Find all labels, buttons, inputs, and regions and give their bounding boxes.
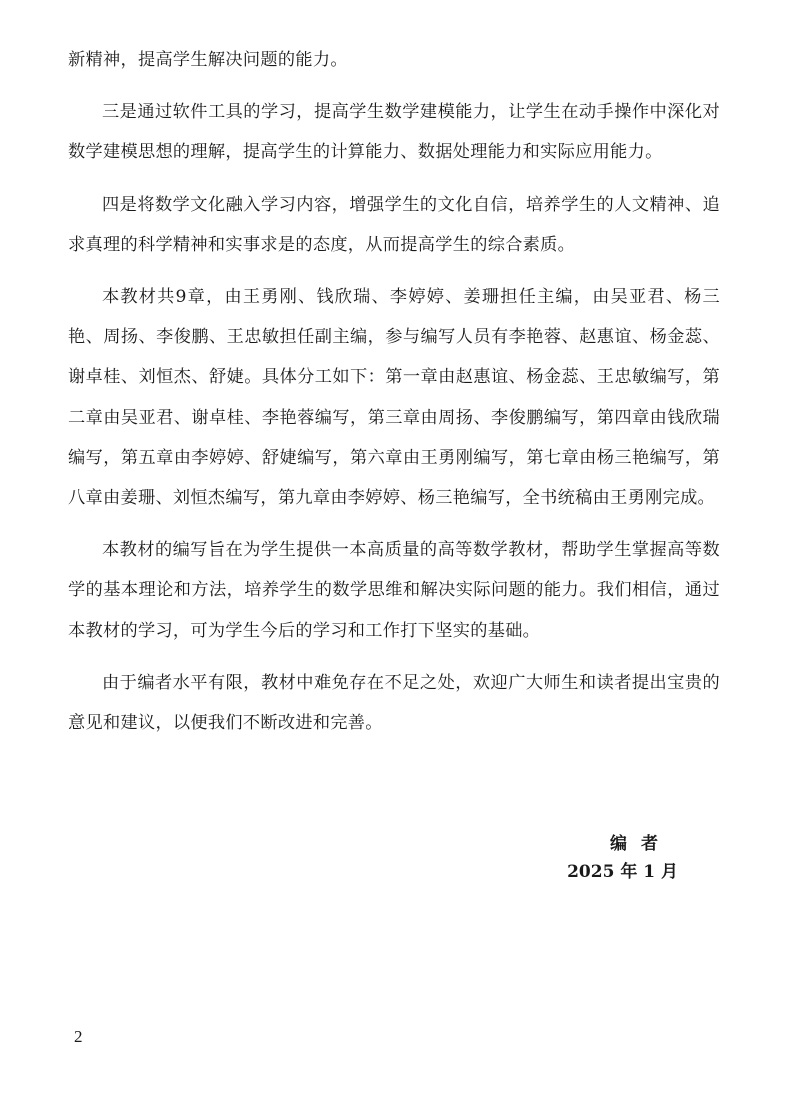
paragraph-math-culture: 四是将数学文化融入学习内容，增强学生的文化自信，培养学生的人文精神、追求真理的科学精神和实事求是的态度，从而提高学生的综合素质。	[68, 194, 720, 255]
document-body	[68, 40, 720, 755]
page-number: 2	[74, 1027, 83, 1046]
signature-block	[567, 830, 678, 886]
paragraph-feedback: 由于编者水平有限，教材中难免存在不足之处，欢迎广大师生和读者提出宝贵的意见和建议，以便我们不断改进和完善。	[68, 672, 720, 734]
signature-author: 编者	[610, 834, 672, 854]
paragraph-purpose: 本教材的编写旨在为学生提供一本高质量的高等数学教材，帮助学生掌握高等数学的基本理论和方法，培养学生的数学思维和解决实际问题的能力。我们相信，通过本教材的学习，可为学生今后的学习和工作打下坚实的基础。	[68, 540, 720, 641]
paragraph-continued: 新精神，提高学生解决问题的能力。	[68, 50, 348, 70]
paragraph-authors: 本教材共9章，由王勇刚、钱欣瑞、李婷婷、姜珊担任主编，由吴亚君、杨三艳、周扬、李俊鹏、王忠敏担任副主编，参与编写人员有李艳蓉、赵惠谊、杨金蕊、谢卓桂、刘恒杰、舒婕。具体分工如下：第一章由赵惠谊、杨金蕊、王忠敏编写，第二章由吴亚君、谢卓桂、李艳蓉编写，第三章由周扬、李俊鹏编写，第四章由钱欣瑞编写，第五章由李婷婷、舒婕编写，第六章由王勇刚编写，第七章由杨三艳编写，第八章由姜珊、刘恒杰编写，第九章由李婷婷、杨三艳编写，全书统稿由王勇刚完成。	[68, 287, 720, 509]
paragraph-software-tools: 三是通过软件工具的学习，提高学生数学建模能力，让学生在动手操作中深化对数学建模思想的理解，提高学生的计算能力、数据处理能力和实际应用能力。	[68, 102, 720, 163]
signature-date: 2025 年 1 月	[567, 862, 678, 882]
